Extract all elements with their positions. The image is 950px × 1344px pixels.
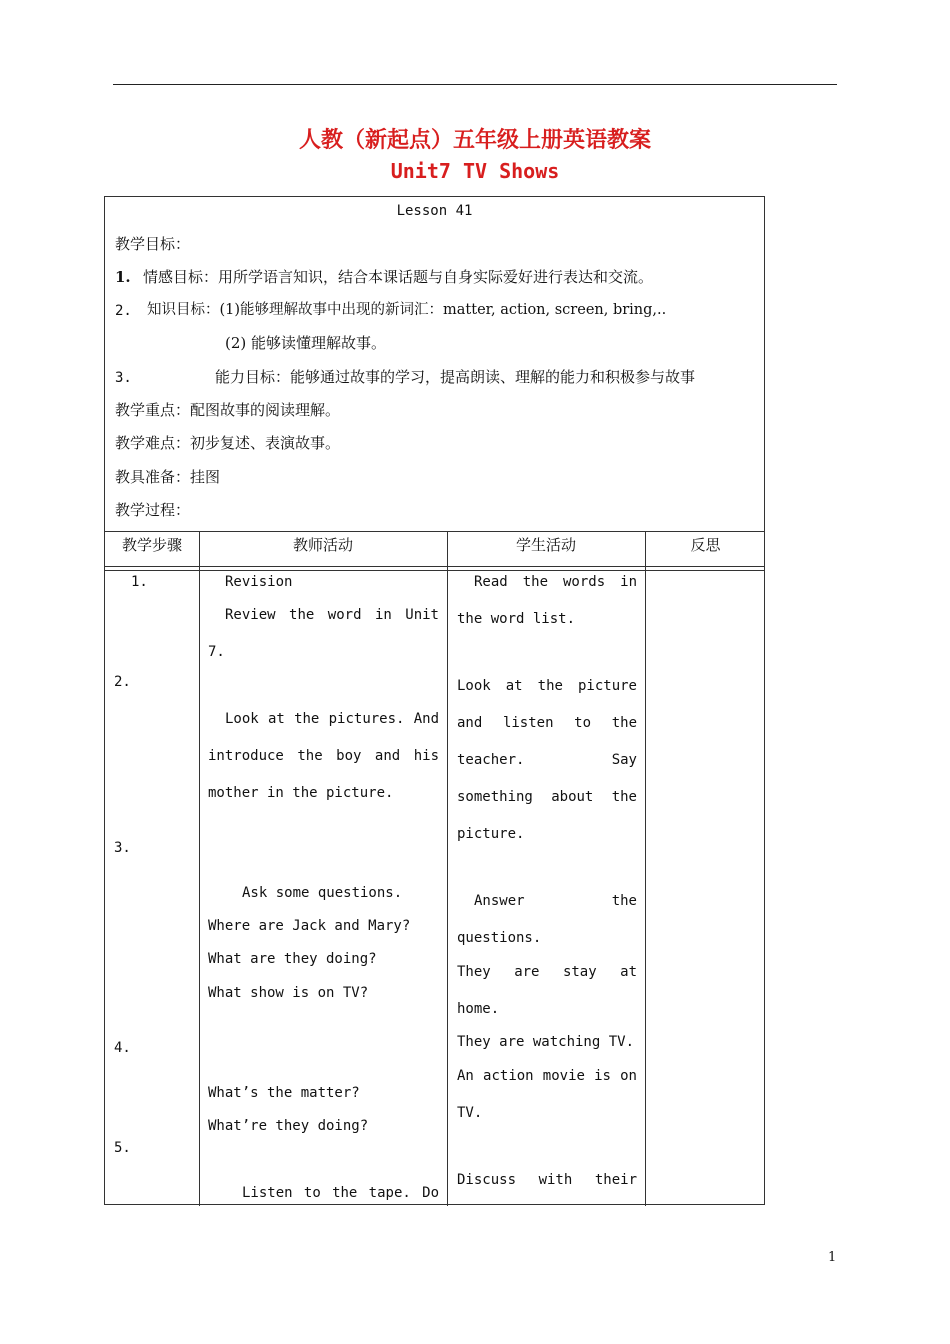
table-divider — [105, 566, 764, 567]
student-activity-line: and listen to the — [457, 715, 637, 731]
column-divider — [645, 531, 646, 1206]
page-number: 1 — [828, 1250, 837, 1265]
lesson-label: Lesson 41 — [396, 203, 473, 219]
difficulty: 教学难点：初步复述、表演故事。 — [115, 434, 341, 452]
process-heading: 教学过程： — [115, 501, 191, 519]
teacher-activity-line: Listen to the tape. Do — [242, 1185, 439, 1201]
student-activity-line: Discuss with their — [457, 1172, 637, 1188]
step-number: 2. — [114, 674, 131, 690]
header-rule — [113, 84, 837, 85]
student-activity-line: the word list. — [457, 611, 576, 627]
teacher-activity-line: What’s the matter? — [208, 1085, 360, 1101]
objectives-heading: 教学目标： — [115, 235, 191, 253]
student-activity-line: Look at the picture — [457, 678, 637, 694]
materials: 教具准备：挂图 — [115, 468, 221, 486]
student-activity-line: teacher. Say — [457, 752, 637, 768]
table-divider — [105, 531, 764, 532]
student-activity-line: picture. — [457, 826, 525, 842]
table-header: 学生活动 — [515, 536, 576, 554]
student-activity-line: They are watching TV. — [457, 1034, 635, 1050]
column-divider — [199, 531, 200, 1206]
document-subtitle: Unit7 TV Shows — [390, 159, 560, 183]
table-divider — [105, 570, 764, 571]
lesson-plan-table — [104, 196, 765, 1205]
student-activity-line: questions. — [457, 930, 542, 946]
student-activity-line: An action movie is on — [457, 1068, 637, 1084]
student-activity-line: TV. — [457, 1105, 483, 1121]
teacher-activity-line: 7. — [208, 644, 225, 660]
teacher-activity-line: Review the word in Unit — [225, 607, 439, 623]
teacher-activity-line: mother in the picture. — [208, 785, 394, 801]
step-number: 5. — [114, 1140, 131, 1156]
objective-2-number: 2. — [115, 303, 132, 319]
key-point: 教学重点：配图故事的阅读理解。 — [115, 401, 341, 419]
table-header: 教师活动 — [292, 536, 353, 554]
objective-2-part-2: (2) 能够读懂理解故事。 — [225, 334, 387, 352]
teacher-activity-line: What show is on TV? — [208, 985, 369, 1001]
student-activity-line: They are stay at — [457, 964, 637, 980]
column-divider — [447, 531, 448, 1206]
objective-2: 知识目标：(1)能够理解故事中出现的新词汇：matter, action, screen, bring,.. — [147, 302, 667, 318]
student-activity-line: something about the — [457, 789, 637, 805]
teacher-activity-line: What’re they doing? — [208, 1118, 369, 1134]
teacher-activity-line: Look at the pictures. And — [225, 711, 439, 727]
step-number: 1. — [131, 574, 148, 590]
table-header: 教学步骤 — [121, 536, 182, 554]
objective-3: 能力目标：能够通过故事的学习，提高朗读、理解的能力和积极参与故事 — [215, 368, 696, 386]
table-header: 反思 — [690, 536, 721, 554]
teacher-activity-line: Where are Jack and Mary? — [208, 918, 411, 934]
teacher-activity-line: What are they doing? — [208, 951, 377, 967]
teacher-activity-line: Ask some questions. — [242, 885, 403, 901]
step-number: 3. — [114, 840, 131, 856]
teacher-activity-line: Revision — [225, 574, 293, 590]
student-activity-line: Answer the — [474, 893, 637, 909]
objective-1-number: 1. — [115, 268, 131, 286]
document-title: 人教（新起点）五年级上册英语教案 — [298, 127, 651, 153]
student-activity-line: home. — [457, 1001, 500, 1017]
step-number: 4. — [114, 1040, 131, 1056]
objective-3-number: 3. — [115, 370, 132, 386]
student-activity-line: Read the words in — [474, 574, 637, 590]
teacher-activity-line: introduce the boy and his — [208, 748, 439, 764]
objective-1: 情感目标：用所学语言知识，结合本课话题与自身实际爱好进行表达和交流。 — [143, 268, 654, 286]
